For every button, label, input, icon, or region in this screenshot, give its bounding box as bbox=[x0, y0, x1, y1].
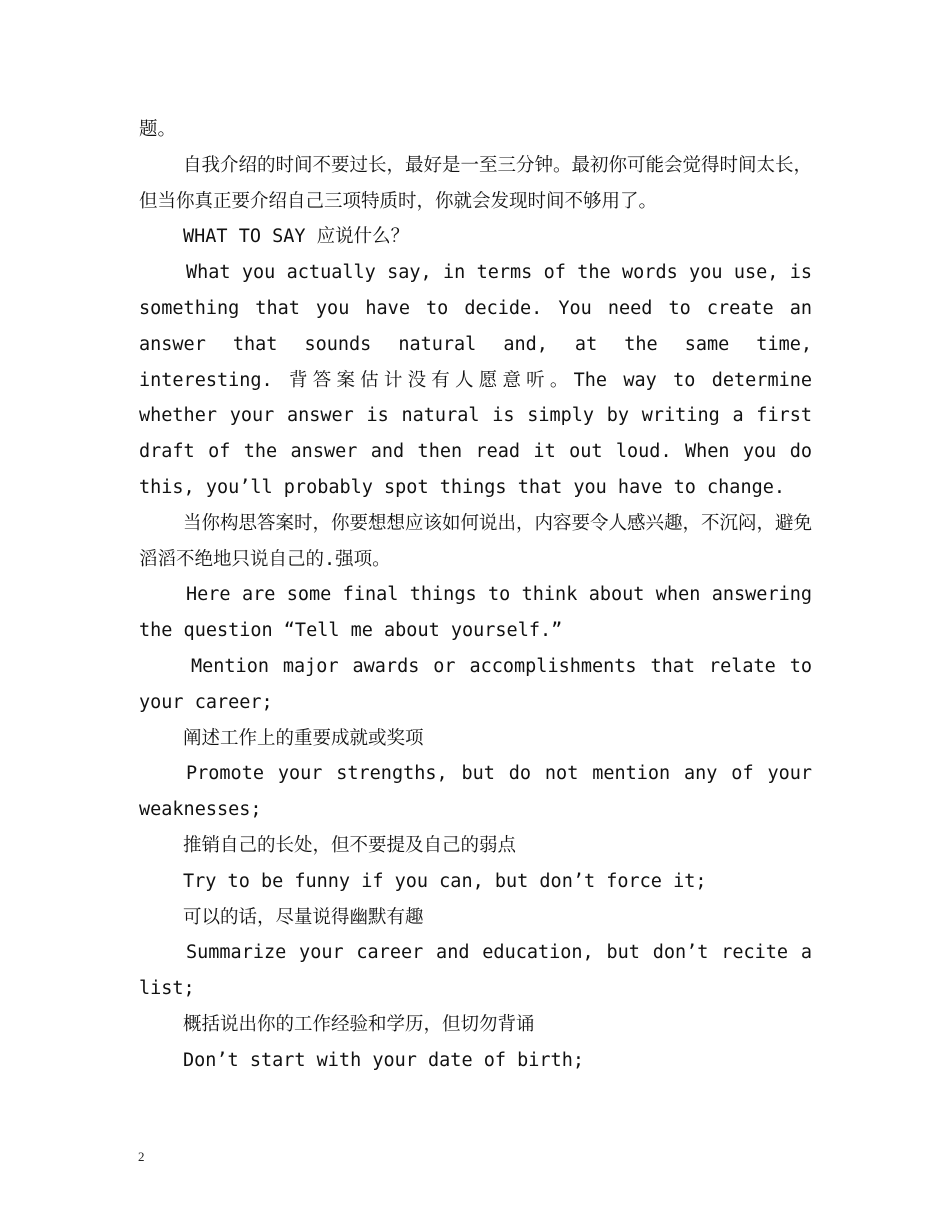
paragraph-intro-length: 自我介绍的时间不要过长，最好是一至三分钟。最初你可能会觉得时间太长，但当你真正要介绍自己三项特质时，你就会发现时间不够用了。 bbox=[139, 154, 813, 212]
tip-funny: Try to be funny if you can, but don’t force it; bbox=[183, 870, 707, 892]
tip-strengths-cn: 推销自己的长处，但不要提及自己的弱点 bbox=[183, 834, 517, 856]
paragraph-what-you-say: What you actually say, in terms of the words you use, is something that you have to decide. You need to create an answer that sounds natural and, at the same time, interesting. 背答案估计没有人愿意听。The way to determine whether your answer is natural is simply by writing a first draft of the answer and then read it out loud. When you do this, you’ll probably spot things that you have to change. bbox=[139, 262, 812, 498]
paragraph-final-things: Here are some final things to think about when answering the question “Tell me about yourself.” bbox=[139, 584, 812, 642]
tip-funny-cn: 可以的话，尽量说得幽默有趣 bbox=[183, 906, 424, 928]
tip-date-of-birth: Don’t start with your date of birth; bbox=[183, 1049, 584, 1071]
body-text bbox=[139, 112, 812, 1079]
tip-awards: Mention major awards or accomplishments that relate to your career; bbox=[139, 655, 812, 713]
page-number: 2 bbox=[138, 1149, 145, 1164]
tip-strengths: Promote your strengths, but do not mention any of your weaknesses; bbox=[139, 763, 812, 821]
paragraph-compose-answer: 当你构思答案时，你要想想应该如何说出，内容要令人感兴趣，不沉闷，避免滔滔不绝地只说自己的.强项。 bbox=[139, 512, 813, 570]
tip-summarize: Summarize your career and education, but don’t recite a list; bbox=[139, 942, 812, 1000]
tip-awards-cn: 阐述工作上的重要成就或奖项 bbox=[183, 727, 424, 749]
tip-summarize-cn: 概括说出你的工作经验和学历，但切勿背诵 bbox=[183, 1013, 535, 1035]
section-heading-what-to-say: WHAT TO SAY 应说什么？ bbox=[183, 226, 410, 248]
paragraph-continuation: 题。 bbox=[139, 119, 177, 140]
